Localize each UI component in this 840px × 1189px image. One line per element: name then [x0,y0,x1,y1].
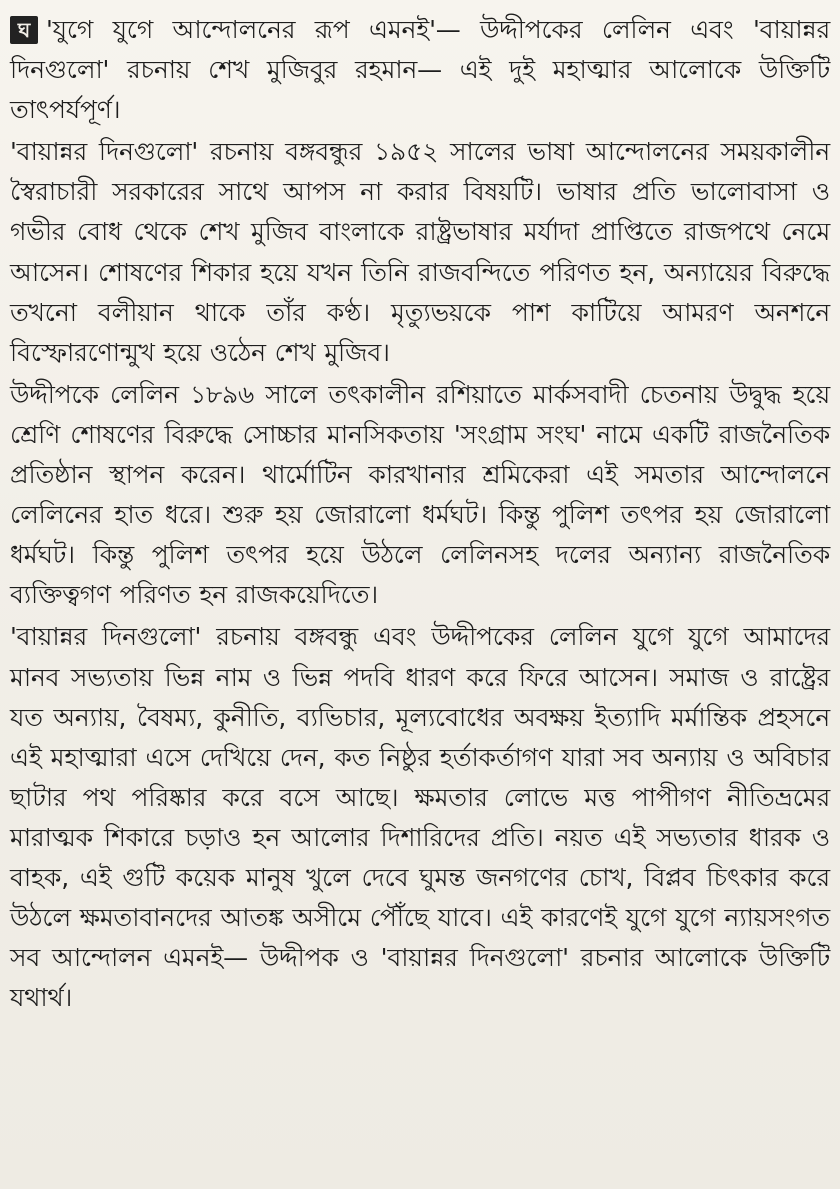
answer-paragraph-2 [10,132,830,373]
answer-paragraph-1 [10,10,830,130]
answer-paragraph-3 [10,375,830,616]
paragraph-text: 'যুগে যুগে আন্দোলনের রূপ এমনই'— উদ্দীপকের লেলিন এবং 'বায়ান্নর দিনগুলো' রচনায় শেখ মুজিবুর রহমান— এই দুই মহাত্মার আলোকে উক্তিটি তাৎপর্যপূর্ণ। [10,15,830,125]
question-marker-badge: ঘ [10,16,38,44]
paragraph-text: 'বায়ান্নর দিনগুলো' রচনায় বঙ্গবন্ধু এবং উদ্দীপকের লেলিন যুগে যুগে আমাদের মানব সভ্যতায় ভিন্ন নাম ও ভিন্ন পদবি ধারণ করে ফিরে আসেন। সমাজ ও রাষ্ট্রের যত অন্যায়, বৈষম্য, কুনীতি, ব্যভিচার, মূল্যবোধের অবক্ষয় ইত্যাদি মর্মান্তিক প্রহসনে এই মহাত্মারা এসে দেখিয়ে দেন, কত নিষ্ঠুর হর্তাকর্তাগণ যারা সব অন্যায় ও অবিচার ছাটার পথ পরিষ্কার করে বসে আছে। ক্ষমতার লোভে মত্ত পাপীগণ নীতিভ্রমের মারাত্মক শিকারে চড়াও হন আলোর দিশারিদের প্রতি। নয়ত এই সভ্যতার ধারক ও বাহক, এই গুটি কয়েক মানুষ খুলে দেবে ঘুমন্ত জনগণের চোখ, বিপ্লব চিৎকার করে উঠলে ক্ষমতাবানদের আতঙ্ক অসীমে পৌঁছে যাবে। এই কারণেই যুগে যুগে ন্যায়সংগত সব আন্দোলন এমনই— উদ্দীপক ও 'বায়ান্নর দিনগুলো' রচনার আলোকে উক্তিটি যথার্থ। [10,622,830,1013]
paragraph-text: 'বায়ান্নর দিনগুলো' রচনায় বঙ্গবন্ধুর ১৯৫২ সালের ভাষা আন্দোলনের সময়কালীন স্বৈরাচারী সরকারের সাথে আপস না করার বিষয়টি। ভাষার প্রতি ভালোবাসা ও গভীর বোধ থেকে শেখ মুজিব বাংলাকে রাষ্ট্রভাষার মর্যাদা প্রাপ্তিতে রাজপথে নেমে আসেন। শোষণের শিকার হয়ে যখন তিনি রাজবন্দিতে পরিণত হন, অন্যায়ের বিরুদ্ধে তখনো বলীয়ান থাকে তাঁর কণ্ঠ। মৃত্যুভয়কে পাশ কাটিয়ে আমরণ অনশনে বিস্ফোরণোন্মুখ হয়ে ওঠেন শেখ মুজিব। [10,137,830,367]
paragraph-text: উদ্দীপকে লেলিন ১৮৯৬ সালে তৎকালীন রশিয়াতে মার্কসবাদী চেতনায় উদ্বুদ্ধ হয়ে শ্রেণি শোষণের বিরুদ্ধে সোচ্চার মানসিকতায় 'সংগ্রাম সংঘ' নামে একটি রাজনৈতিক প্রতিষ্ঠান স্থাপন করেন। থার্মোটিন কারখানার শ্রমিকেরা এই সমতার আন্দোলনে লেলিনের হাত ধরে। শুরু হয় জোরালো ধর্মঘট। কিন্তু পুলিশ তৎপর হয় জোরালো ধর্মঘট। কিন্তু পুলিশ তৎপর হয়ে উঠলে লেলিনসহ দলের অন্যান্য রাজনৈতিক ব্যক্তিত্বগণ পরিণত হন রাজকয়েদিতে। [10,379,830,610]
answer-paragraph-4 [10,617,830,1018]
